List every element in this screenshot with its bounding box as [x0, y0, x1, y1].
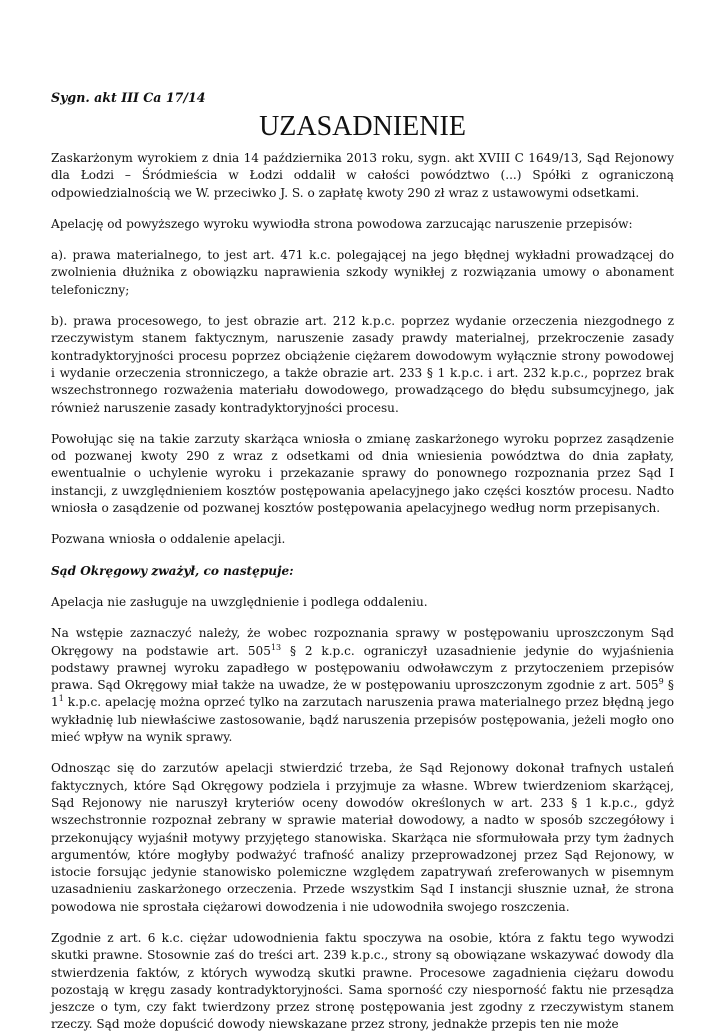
text-run: § 1 [51, 678, 674, 710]
section-heading: Sąd Okręgowy zważył, co następuje: [51, 563, 294, 578]
case-signature: Sygn. akt III Ca 17/14 [51, 90, 206, 105]
paragraph-appeal-intro: Apelację od powyższego wyroku wywiodła strona powodowa zarzucając naruszenie przepisów: [51, 216, 633, 231]
paragraph-procedural-law: b). prawa procesowego, to jest obrazie art. 212 k.p.c. poprzez wydanie orzeczenia niezgodnego z rzeczywistym stanem faktycznym, naruszenie zasady prawdy materialnej, przekroczenie zasady kontradyktoryjności procesu poprzez obciążenie ciężarem dowodowym wyłącznie strony powodowej i wydanie orzeczenia stronniczego, a także obrazie art. 233 § 1 k.p.c. i art. 232 k.p.c., poprzez brak wszechstronnego rozważenia materiału dowodowego, prowadzącego do błędu subsumcyjnego, jak również naruszenie zasady kontradyktoryjności procesu. [51, 314, 674, 415]
text-run: Na wstępie zaznaczyć należy, że wobec rozpoznania sprawy w postępowaniu uproszczonym Sąd Okręgowy na podstawie art. 505 [51, 626, 674, 658]
paragraph-simplified-procedure [51, 625, 674, 746]
superscript: 1 [58, 694, 64, 704]
superscript: 9 [658, 677, 664, 687]
paragraph-appeal-dismissed: Apelacja nie zasługuje na uwzględnienie i podlega oddaleniu. [51, 594, 428, 609]
paragraph-appeal-demands: Powołując się na takie zarzuty skarżąca wniosła o zmianę zaskarżonego wyroku poprzez zasądzenie od pozwanej kwoty 290 z wraz z odsetkami od dnia wniesienia powództwa do dnia zapłaty, ewentualnie o uchylenie wyroku i przekazanie sprawy do ponownego rozpoznania przez Sąd I instancji, z uwzględnieniem kosztów postępowania apelacyjnego jako części kosztów procesu. Nadto wniosła o zasądzenie od pozwanej kosztów postępowania apelacyjnego według norm przepisanych. [51, 431, 674, 516]
text-run: k.p.c. apelację można oprzeć tylko na zarzutach naruszenia prawa materialnego przez błędną jego wykładnię lub niewłaściwe zastosowanie, bądź naruszenia przepisów postępowania, jeżeli mogło ono mieć wpływ na wynik sprawy. [51, 695, 674, 745]
paragraph-burden-of-proof: Zgodnie z art. 6 k.c. ciężar udowodnienia faktu spoczywa na osobie, która z faktu tego wywodzi skutki prawne. Stosownie zaś do treści art. 239 k.p.c., strony są obowiązane wskazywać dowody dla stwierdzenia faktów, z których wywodzą skutki prawne. Procesowe zagadnienia ciężaru dowodu pozostają w kręgu zasady kontradyktoryjności. Sama sporność czy niesporność faktu nie przesądza jeszcze o tym, czy fakt twierdzony przez stronę postępowania jest zgodny z rzeczywistym stanem rzeczy. Sąd może dopuścić dowody niewskazane przez strony, jednakże przepis ten nie może [51, 930, 674, 1032]
paragraph-substantive-law: a). prawa materialnego, to jest art. 471 k.c. polegającej na jego błędnej wykładni prowadzącej do zwolnienia dłużnika z obowiązku naprawienia szkody wynikłej z rozwiązania umowy o abonament telefoniczny; [51, 248, 674, 297]
document-title: UZASADNIENIE [259, 111, 466, 142]
paragraph-judgment: Zaskarżonym wyrokiem z dnia 14 października 2013 roku, sygn. akt XVIII C 1649/13, Sąd Rejonowy dla Łodzi – Śródmieścia w Łodzi oddalił w całości powództwo (...) Spółki z ograniczoną odpowiedzialnością we W. przeciwko J. S. o zapłatę kwoty 290 zł wraz z ustawowymi odsetkami. [51, 151, 674, 200]
superscript: 13 [270, 642, 282, 652]
paragraph-evidence-assessment: Odnosząc się do zarzutów apelacji stwierdzić trzeba, że Sąd Rejonowy dokonał trafnych ustaleń faktycznych, które Sąd Okręgowy podziela i przyjmuje za własne. Wbrew twierdzeniom skarżącej, Sąd Rejonowy nie naruszył kryteriów oceny dowodów określonych w art. 233 § 1 k.p.c., gdyż wszechstronnie rozpoznał zebrany w sprawie materiał dowodowy, a nadto w sposób szczegółowy i przekonujący wyjaśnił motywy przyjętego stanowiska. Skarżąca nie sformułowała przy tym żadnych argumentów, które mogłyby podważyć trafność analizy przeprowadzonej przez Sąd Rejonowy, w istocie forsując jedynie stanowisko polemiczne względem zapatrywań zreferowanych w pisemnym uzasadnieniu zaskarżonego orzeczenia. Przede wszystkim Sąd I instancji słusznie uznał, że strona powodowa nie sprostała ciężarowi dowodzenia i nie udowodniła swojego roszczenia. [51, 761, 674, 914]
text-run: § 2 k.p.c. ograniczył uzasadnienie jedynie do wyjaśnienia podstawy prawnej wyroku zapadłego w postępowaniu odwoławczym z przytoczeniem przepisów prawa. Sąd Okręgowy miał także na uwadze, że w postępowaniu uproszczonym zgodnie z art. 505 [51, 643, 674, 693]
paragraph-defendant-motion: Pozwana wniosła o oddalenie apelacji. [51, 532, 286, 547]
